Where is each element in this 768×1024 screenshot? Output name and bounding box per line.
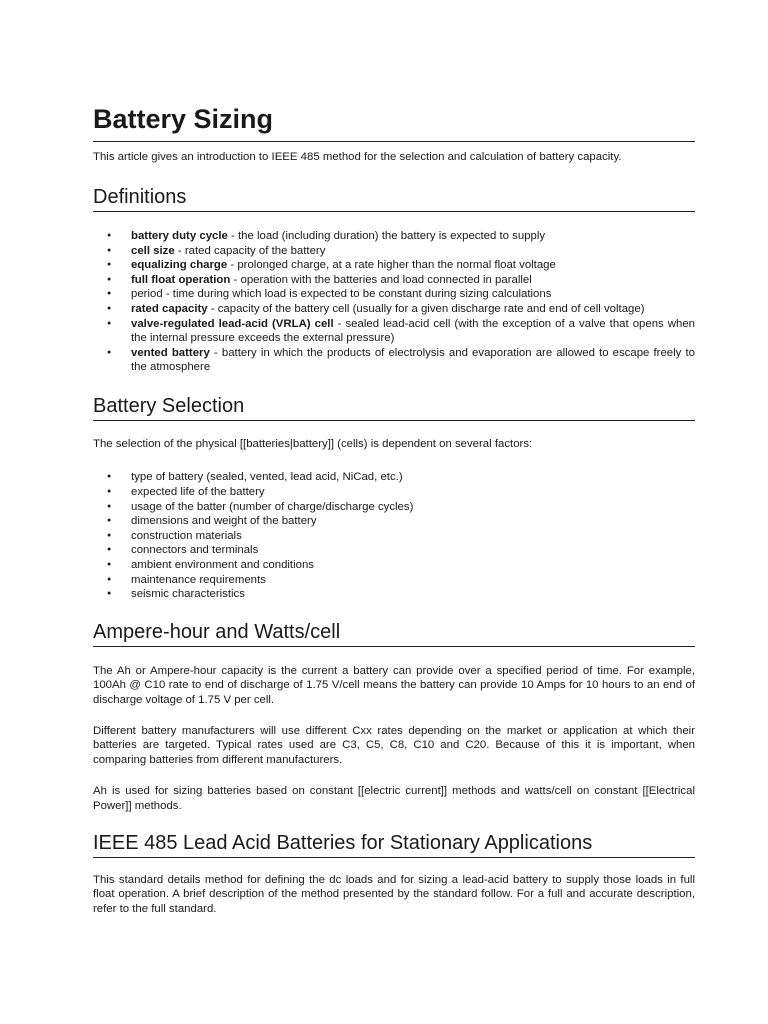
definition-term: full float operation bbox=[131, 273, 231, 286]
ampere-hour-section bbox=[93, 620, 695, 813]
definition-term: battery duty cycle bbox=[131, 230, 228, 242]
definition-desc: - rated capacity of the battery bbox=[174, 244, 326, 257]
definition-desc: - sealed lead-acid cell (with the exception of a valve that opens when the internal pressure exceeds the external pressure) bbox=[131, 317, 695, 345]
battery-selection-paragraph: The selection of the physical [[batteries|battery]] (cells) is dependent on several factors: bbox=[93, 437, 533, 450]
page-title: Battery Sizing bbox=[93, 101, 695, 142]
definitions-section bbox=[93, 185, 695, 375]
list-item: ● construction materials bbox=[93, 529, 695, 544]
battery-selection-section bbox=[93, 394, 695, 602]
definition-item bbox=[93, 302, 695, 317]
ampere-hour-heading: Ampere-hour and Watts/cell bbox=[93, 620, 695, 647]
definitions-list bbox=[93, 229, 695, 375]
definition-item bbox=[93, 273, 695, 288]
definition-term: valve-regulated lead-acid (VRLA) cell bbox=[131, 317, 334, 330]
definition-term: cell size bbox=[131, 244, 175, 257]
definition-term: equalizing charge bbox=[131, 259, 228, 272]
list-item: ● connectors and terminals bbox=[93, 543, 695, 558]
definition-item bbox=[93, 229, 695, 244]
selection-factors-list bbox=[93, 470, 695, 601]
battery-selection-heading: Battery Selection bbox=[93, 394, 695, 421]
ampere-hour-paragraph-3: Ah is used for sizing batteries based on constant [[electric current]] methods and watts/cell on constant [[Electrical Power]] methods. bbox=[93, 785, 695, 812]
definition-term: rated capacity bbox=[131, 302, 208, 315]
ampere-hour-paragraph-1: The Ah or Ampere-hour capacity is the current a battery can provide over a specified period of time. For example, 100Ah @ C10 rate to end of discharge of 1.75 V/cell means the battery can provide 10 Amps for 10 hours to an end of discharge voltage of 1.75 V per cell. bbox=[93, 664, 695, 706]
definition-desc: period - time during which load is expected to be constant during sizing calculations bbox=[131, 288, 552, 301]
definition-desc: - capacity of the battery cell (usually for a given discharge rate and end of cell voltage) bbox=[207, 302, 645, 315]
definition-item bbox=[93, 346, 695, 375]
list-item: ● dimensions and weight of the battery bbox=[93, 514, 695, 529]
list-item: ● seismic characteristics bbox=[93, 587, 695, 602]
list-item: ● ambient environment and conditions bbox=[93, 558, 695, 573]
definition-item bbox=[93, 287, 695, 302]
article-body bbox=[93, 101, 695, 916]
ieee-485-heading: IEEE 485 Lead Acid Batteries for Stationary Applications bbox=[93, 831, 695, 858]
definition-item bbox=[93, 258, 695, 273]
list-item: ● usage of the batter (number of charge/discharge cycles) bbox=[93, 500, 695, 515]
definition-term: vented battery bbox=[131, 346, 210, 359]
definition-desc: - battery in which the products of electrolysis and evaporation are allowed to escape freely to the atmosphere bbox=[131, 346, 695, 374]
definition-item bbox=[93, 244, 695, 259]
intro-paragraph: This article gives an introduction to IEEE 485 method for the selection and calculation of battery capacity. bbox=[93, 151, 622, 163]
ieee-485-section bbox=[93, 831, 695, 916]
definition-item bbox=[93, 317, 695, 346]
definitions-heading: Definitions bbox=[93, 185, 695, 212]
list-item: ● maintenance requirements bbox=[93, 573, 695, 588]
definition-desc: - the load (including duration) the battery is expected to supply bbox=[227, 230, 546, 242]
definition-desc: - prolonged charge, at a rate higher than the normal float voltage bbox=[227, 259, 556, 272]
ieee-485-paragraph: This standard details method for defining the dc loads and for sizing a lead-acid battery to supply those loads in full float operation. A brief description of the method presented by the standard follow. For a full and accurate description, refer to the full standard. bbox=[93, 873, 695, 915]
list-item: ● expected life of the battery bbox=[93, 485, 695, 500]
ampere-hour-paragraph-2: Different battery manufacturers will use different Cxx rates depending on the market or application at which their batteries are targeted. Typical rates used are C3, C5, C8, C10 and C20. Because of this it is important, when comparing batteries from different manufacturers. bbox=[93, 724, 695, 766]
definition-desc: - operation with the batteries and load connected in parallel bbox=[230, 273, 532, 286]
list-item: ● type of battery (sealed, vented, lead acid, NiCad, etc.) bbox=[93, 470, 695, 485]
